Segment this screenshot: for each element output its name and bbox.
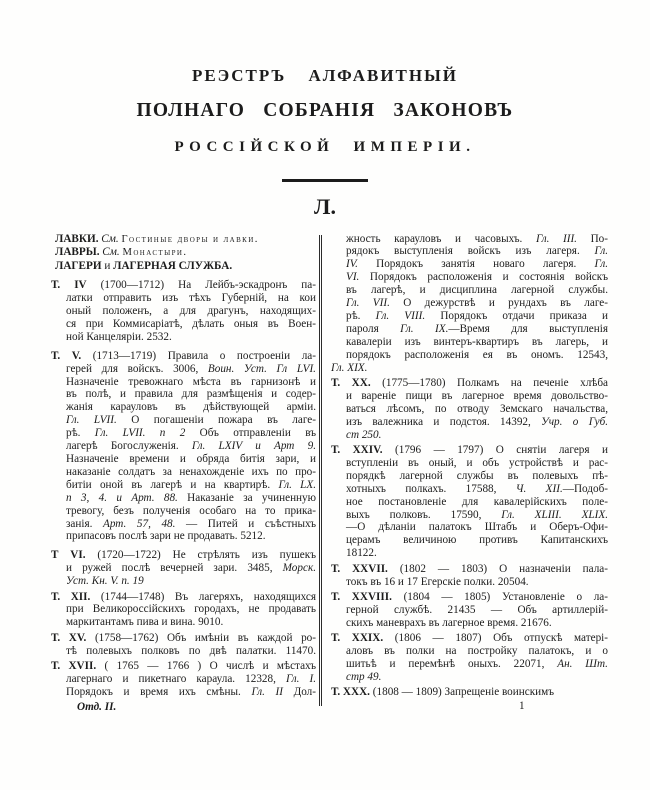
text-run: Т VI. [51,549,86,562]
text-line [331,403,608,416]
text-run: латки отправить изъ тѣхъ Губерній, на кои [66,292,316,305]
text-run: Арт. 57, 48. [103,517,176,530]
text-run: —Подоб- [562,482,608,495]
text-run: лагернаго и пикетнаго караула. 12328, [66,673,286,685]
text-run: п 3, 4. и Арт. 88. [66,491,178,504]
text-line [51,479,316,492]
text-line [331,483,608,496]
text-line [51,376,316,389]
text-run: Гл. LX. [278,478,317,491]
text-run: стр 49. [346,670,382,683]
text-run: Т. XXX. [331,686,370,699]
text-line [51,632,316,645]
text-run: жность карауловъ и часовыхъ. [346,232,536,245]
text-run: въ полѣ, и правила для размѣщенія и содер- [66,388,316,401]
text-line [51,440,316,453]
text-line [331,429,608,442]
text-run: Гл. LVII. [66,414,117,427]
sheet-signature-number [331,700,608,713]
text-line [51,318,316,331]
text-run: Т. IV [51,279,87,292]
text-line [331,632,608,645]
text-run: (1796 — 1797) О снятіи лагеря и [382,444,608,456]
text-run: Гл. [594,245,608,258]
text-line [331,547,608,560]
text-run: Гл. [594,258,608,271]
text-line [331,390,608,403]
text-run: ЛАГЕРНАЯ СЛУЖБА. [110,260,233,273]
text-run: Уст. Кн. V. п. 19 [66,575,144,588]
text-run: токъ въ 16 и 17 Егерскіе полки. 20504. [346,575,529,588]
text-line [331,671,608,684]
text-run: Порядокъ расположенія и состоянія войскъ [359,271,608,284]
text-run: Отд. II. [77,700,117,713]
text-run: Гл. XLIII. XLIX. [501,508,608,521]
text-run: Объ отправленіи въ [185,427,316,440]
text-line [51,401,316,414]
volume-signature [51,701,316,714]
text-line [51,549,316,562]
text-run: Т. XXVIII. [331,590,392,603]
text-line [331,563,608,576]
text-run: Т. XII. [51,590,91,603]
text-run: битіи оной въ лагерѣ и на квартирѣ. [66,478,279,491]
text-run: порядокъ расположенія ея въ ономъ. 12543, [346,348,608,361]
text-run: —Время для выступленія [448,322,608,335]
text-run: тѣ полевыхъ полковъ по двѣ палатки. 11470. [66,644,316,657]
text-line [51,575,316,588]
text-run: хотныхъ полкахъ. 17588, [346,482,516,495]
text-line [51,363,316,376]
text-run: 1 [519,700,525,713]
text-line [51,673,316,686]
text-line [331,658,608,671]
text-run: См. [101,232,119,245]
text-run: лагерѣ Богослуженія. [66,440,192,453]
text-line [331,686,608,699]
text-line [51,427,316,440]
text-run: тревогу, безъ полученія особаго на то прика- [66,504,316,517]
text-run: ЛАВРЫ. [55,246,103,259]
text-run: пароля [346,322,401,335]
text-run: ст 250. [346,428,382,441]
text-run: Назначеніе времени и обряда битія зари, и [66,453,316,465]
text-run: Ч. XII. [515,482,563,495]
text-line [51,292,316,305]
register-title-line-2: ПОЛНАГО СОБРАНІЯ ЗАКОНОВЪ [136,100,514,121]
text-run: церамъ величиною противъ Капитанскихъ [346,534,608,547]
title-divider-rule [282,179,368,182]
text-run: оный положенъ, а для драгунъ, находящих- [66,305,316,318]
text-line [51,616,316,629]
text-line [331,349,608,362]
text-run: въ лагерѣ, и дисциплина лагерной службы. [346,284,608,297]
text-run: Монастыри. [122,247,188,259]
text-line [331,362,608,375]
text-line [51,279,316,292]
text-run: (1802 — 1803) О назначеніи пала- [387,562,609,575]
text-run: Гл. LXIV и Арт 9. [191,440,317,453]
text-run: Гл. VII. [346,297,390,310]
column-right [324,233,610,714]
register-title-line-1: РЕЭСТРЪ АЛФАВИТНЫЙ [191,66,459,85]
text-line [51,453,316,466]
text-run: ваться лѣсомъ, по отводу Земскаго начальства, [346,402,608,415]
text-run: Воин. Уст. Гл LVI. [207,362,316,375]
text-line [51,660,316,673]
text-line [51,518,316,531]
text-line [51,591,316,604]
text-run: (1700—1712) На Лейбъ-эскадронъ па- [86,279,316,292]
text-run: Порядокъ отдачи приказа и [425,309,608,322]
text-run: аловъ въ полки на постройку палатокъ, и о [346,645,608,658]
text-line [51,562,316,575]
text-run: —О дѣланіи палатокъ Штабъ и Оберъ-Офи- [346,521,608,534]
text-run: (1775—1780) Полкамъ на печеніе хлѣба [370,376,609,389]
text-run: и вареніе пищи въ лагерное время довольство- [346,389,608,402]
text-run: Т. XX. [331,376,371,389]
text-run: (1808 — 1809) Запрещеніе воинскимъ [369,686,554,699]
text-run: Гл. I. [285,673,316,685]
text-line [331,284,608,297]
text-run: шитьѣ и перемѣнѣ оныхъ. 22071, [346,658,558,670]
text-run: Т. XXIX. [331,632,384,645]
text-line [51,686,316,699]
text-line [331,604,608,617]
text-run: Гл. LVII. п 2 [94,427,186,440]
text-run: Порядокъ и время ихъ смѣны. [66,685,252,698]
text-columns [33,233,617,714]
text-run: (1758—1762) Объ имѣніи въ каждой ро- [86,631,316,644]
text-run: Морск. [282,562,316,575]
text-run: при Великороссійскихъ городахъ, не продавать [66,603,316,616]
text-run: и ружей послѣ вечерней зари. 3485, [66,562,283,575]
text-line [51,492,316,505]
text-run: (1744—1748) Въ лагеряхъ, находящихся [90,590,316,603]
text-line [331,233,608,246]
text-line [331,297,608,310]
text-run: Т. XXIV. [331,444,383,456]
text-line [51,466,316,479]
text-run: кавалеріи изъ винтеръ-квартиръ въ лагерь, и [346,335,608,348]
text-run: (1720—1722) Не стрѣлять изъ пушекъ [85,549,316,562]
text-run: О погашеніи пожара въ лаге- [116,414,316,427]
text-run: порядкѣ лагерной службы въ полевыхъ пѣ- [346,469,608,482]
text-run: См. [102,246,120,259]
text-run: занія. [66,517,104,530]
text-run: Гл. XIX. [331,361,368,374]
text-run: VI. [346,271,360,284]
text-run: рѣ. [346,309,376,322]
text-run: рѣ. [66,427,95,440]
text-run: Дол- [282,685,316,698]
text-line [331,617,608,630]
text-line [331,521,608,534]
text-line [51,246,316,260]
text-line [331,377,608,390]
text-run: жанія карауловъ въ дѣйствующей арміи. [66,401,316,414]
text-line [51,350,316,363]
text-line [51,645,316,658]
text-run: — Питей и съѣстныхъ [175,517,317,530]
text-line [331,416,608,429]
text-run: (1806 — 1807) Объ отпускѣ матері- [383,632,608,645]
text-run: ной Канцеляріи. 2532. [66,330,172,343]
text-run: Т. XVII. [51,660,97,673]
text-line [331,457,608,470]
text-line [331,576,608,589]
text-run: (1713—1719) Правила о построеніи ла- [81,349,316,362]
text-line [331,271,608,284]
text-line [51,388,316,401]
text-run: ся при Коммисаріатѣ, дѣлать оныя въ Воен- [66,317,316,330]
column-left [33,233,319,714]
text-line [51,331,316,344]
text-line [51,414,316,427]
text-line [331,336,608,349]
text-line [331,534,608,547]
text-run: Гл. IX. [400,322,449,335]
text-run: рядокъ выступленія войскъ изъ лагеря. [346,245,595,258]
text-run: Гл. VIII. [375,309,426,322]
text-run: выхъ полковъ. 17590, [346,508,502,521]
text-run: 18122. [346,547,377,560]
text-line [331,591,608,604]
text-run: (1804 — 1805) Установленіе о ла- [391,590,608,603]
text-run: Гостиные дворы и лавки. [121,233,259,245]
text-run: герной службѣ. 21435 — Объ артиллерій- [346,603,608,616]
text-line [331,470,608,483]
text-run: ное постановленіе для кавалерійскихъ поле- [346,495,608,508]
text-run: IV. [346,258,358,271]
text-line [331,258,608,271]
column-divider-rule [319,235,322,706]
text-line [51,505,316,518]
text-line [51,305,316,318]
text-line [331,496,608,509]
text-run: и [104,260,111,273]
text-run: По- [576,232,608,245]
text-line [331,310,608,323]
text-run: Гл. III. [535,232,577,245]
text-run: Т. XXVII. [331,562,388,575]
text-line [51,233,316,247]
text-run: Т. V. [51,349,82,362]
section-letter-heading: Л. [314,193,336,219]
text-line [51,530,316,543]
register-title-line-3: РОССІЙСКОЙ ИМПЕРІИ. [174,139,476,155]
text-run: ЛАГЕРИ [55,260,105,273]
text-run: скихъ маневрахъ въ лагерное время. 21676. [346,616,552,629]
text-line [331,323,608,336]
text-run: изъ валежника и подстоя. 14392, [346,415,542,428]
text-run: Порядокъ занятія новаго лагеря. [357,258,595,271]
text-run: наказаніе солдатъ за ненахожденіе ихъ по про- [66,465,316,478]
text-run: О дежурствѣ и рундахъ въ лаге- [389,297,608,310]
text-run: Гл. II [251,685,283,698]
text-run: ( 1765 — 1766 ) О числѣ и мѣстахъ [96,660,316,673]
text-line [331,245,608,258]
text-run: ЛАВКИ. [55,232,102,245]
text-line [331,645,608,658]
text-line [51,260,316,273]
text-line [51,603,316,616]
text-run: Т. XV. [51,631,87,644]
text-run: маркитантамъ пива и вина. 9010. [66,616,224,629]
text-run: герей для войскъ. 3006, [66,362,208,375]
text-run: Ан. Шт. [557,658,608,670]
text-run: Учр. о Губ. [541,415,608,428]
text-run: вступленіи въ оный, и объ устройствѣ и рас- [346,456,608,469]
text-run: Назначеніе тревожнаго мѣста въ гарнизонѣ и [66,375,316,388]
text-run: припасовъ послѣ зари не продавать. 5212. [66,530,266,543]
text-line [331,509,608,522]
text-line [331,444,608,457]
text-run: Наказаніе за учиненную [177,491,316,504]
